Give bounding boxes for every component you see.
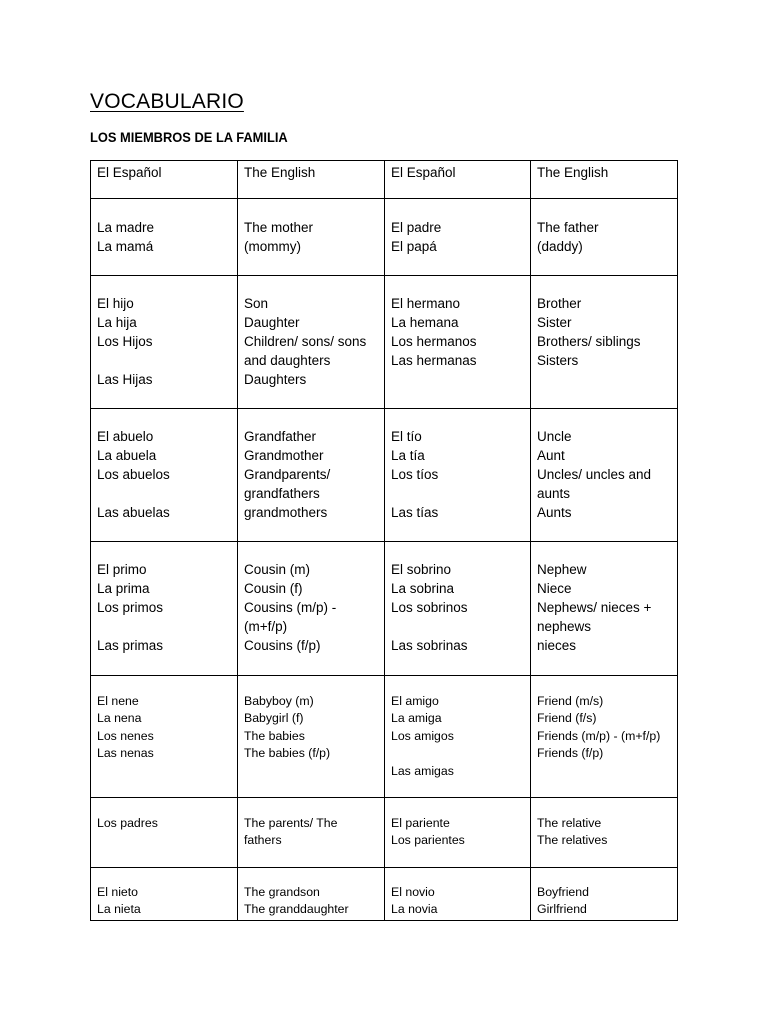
spanish-terms: El hermano La hemana Los hermanos Las hermanas (391, 296, 477, 369)
table-cell (531, 676, 678, 798)
english-terms: The grandson The granddaughter (244, 885, 349, 917)
english-terms: Son Daughter Children/ sons/ sons and daughters Daughters (244, 296, 367, 388)
spanish-terms: El nene La nena Los nenes Las nenas (97, 694, 154, 761)
table-cell (238, 276, 385, 409)
table-cell (238, 409, 385, 542)
table-cell (531, 409, 678, 542)
table-row (91, 276, 678, 409)
table-cell (531, 542, 678, 676)
english-terms: Nephew Niece Nephews/ nieces + nephews nieces (537, 562, 652, 654)
spanish-terms: El pariente Los parientes (391, 816, 465, 848)
table-cell (238, 542, 385, 676)
table-cell (385, 676, 531, 798)
section-title: LOS MIEMBROS DE LA FAMILIA (90, 129, 288, 145)
table-cell (91, 542, 238, 676)
english-terms: Babyboy (m) Babygirl (f) The babies The babies (f/p) (244, 694, 331, 761)
spanish-terms: El tío La tía Los tíos Las tías (391, 429, 439, 521)
english-terms: Brother Sister Brothers/ siblings Sisters (537, 296, 641, 369)
spanish-terms: El nieto La nieta (97, 885, 141, 917)
table-row (91, 409, 678, 542)
header-cell (531, 161, 678, 199)
spanish-terms: El novio La novia (391, 885, 438, 917)
table-cell (385, 199, 531, 276)
header-spanish-1: El Español (97, 165, 162, 180)
table-cell (91, 868, 238, 921)
table-row (91, 542, 678, 676)
table-row (91, 676, 678, 798)
english-terms: The mother (mommy) (244, 220, 314, 255)
header-english-2: The English (537, 165, 609, 180)
table-cell (385, 409, 531, 542)
spanish-terms: Los padres (97, 816, 158, 830)
table-cell (238, 199, 385, 276)
table-row (91, 798, 678, 868)
table-cell (91, 409, 238, 542)
header-english-1: The English (244, 165, 316, 180)
spanish-terms: El primo La prima Los primos Las primas (97, 562, 164, 654)
table-cell (238, 868, 385, 921)
spanish-terms: El amigo La amiga Los amigos Las amigas (391, 694, 454, 778)
table-header-row (91, 161, 678, 199)
english-terms: Boyfriend Girlfriend (537, 885, 589, 917)
header-cell (385, 161, 531, 199)
header-cell (91, 161, 238, 199)
table-cell (91, 276, 238, 409)
spanish-terms: La madre La mamá (97, 220, 155, 255)
table-cell (531, 798, 678, 868)
table-cell (531, 276, 678, 409)
header-cell (238, 161, 385, 199)
english-terms: Grandfather Grandmother Grandparents/ grandfathers grandmothers (244, 429, 331, 521)
table-cell (385, 798, 531, 868)
english-terms: The parents/ The fathers (244, 816, 338, 848)
english-terms: Friend (m/s) Friend (f/s) Friends (m/p) - (m+f/p) Friends (f/p) (537, 694, 661, 761)
table-cell (238, 798, 385, 868)
english-terms: Uncle Aunt Uncles/ uncles and aunts Aunts (537, 429, 652, 521)
spanish-terms: El abuelo La abuela Los abuelos Las abuelas (97, 429, 170, 521)
table-cell (531, 868, 678, 921)
english-terms: The father (daddy) (537, 220, 599, 255)
spanish-terms: El hijo La hija Los Hijos Las Hijas (97, 296, 153, 388)
table-cell (385, 542, 531, 676)
table-cell (531, 199, 678, 276)
english-terms: The relative The relatives (537, 816, 608, 848)
document-title: VOCABULARIO (90, 90, 244, 113)
table-cell (385, 868, 531, 921)
table-cell (91, 798, 238, 868)
table-cell (385, 276, 531, 409)
english-terms: Cousin (m) Cousin (f) Cousins (m/p) - (m+f/p) Cousins (f/p) (244, 562, 337, 654)
table-row (91, 868, 678, 921)
table-row (91, 199, 678, 276)
header-spanish-2: El Español (391, 165, 456, 180)
vocabulary-table (90, 160, 678, 921)
table-cell (238, 676, 385, 798)
table-cell (91, 199, 238, 276)
spanish-terms: El padre El papá (391, 220, 442, 255)
table-cell (91, 676, 238, 798)
spanish-terms: El sobrino La sobrina Los sobrinos Las sobrinas (391, 562, 468, 654)
